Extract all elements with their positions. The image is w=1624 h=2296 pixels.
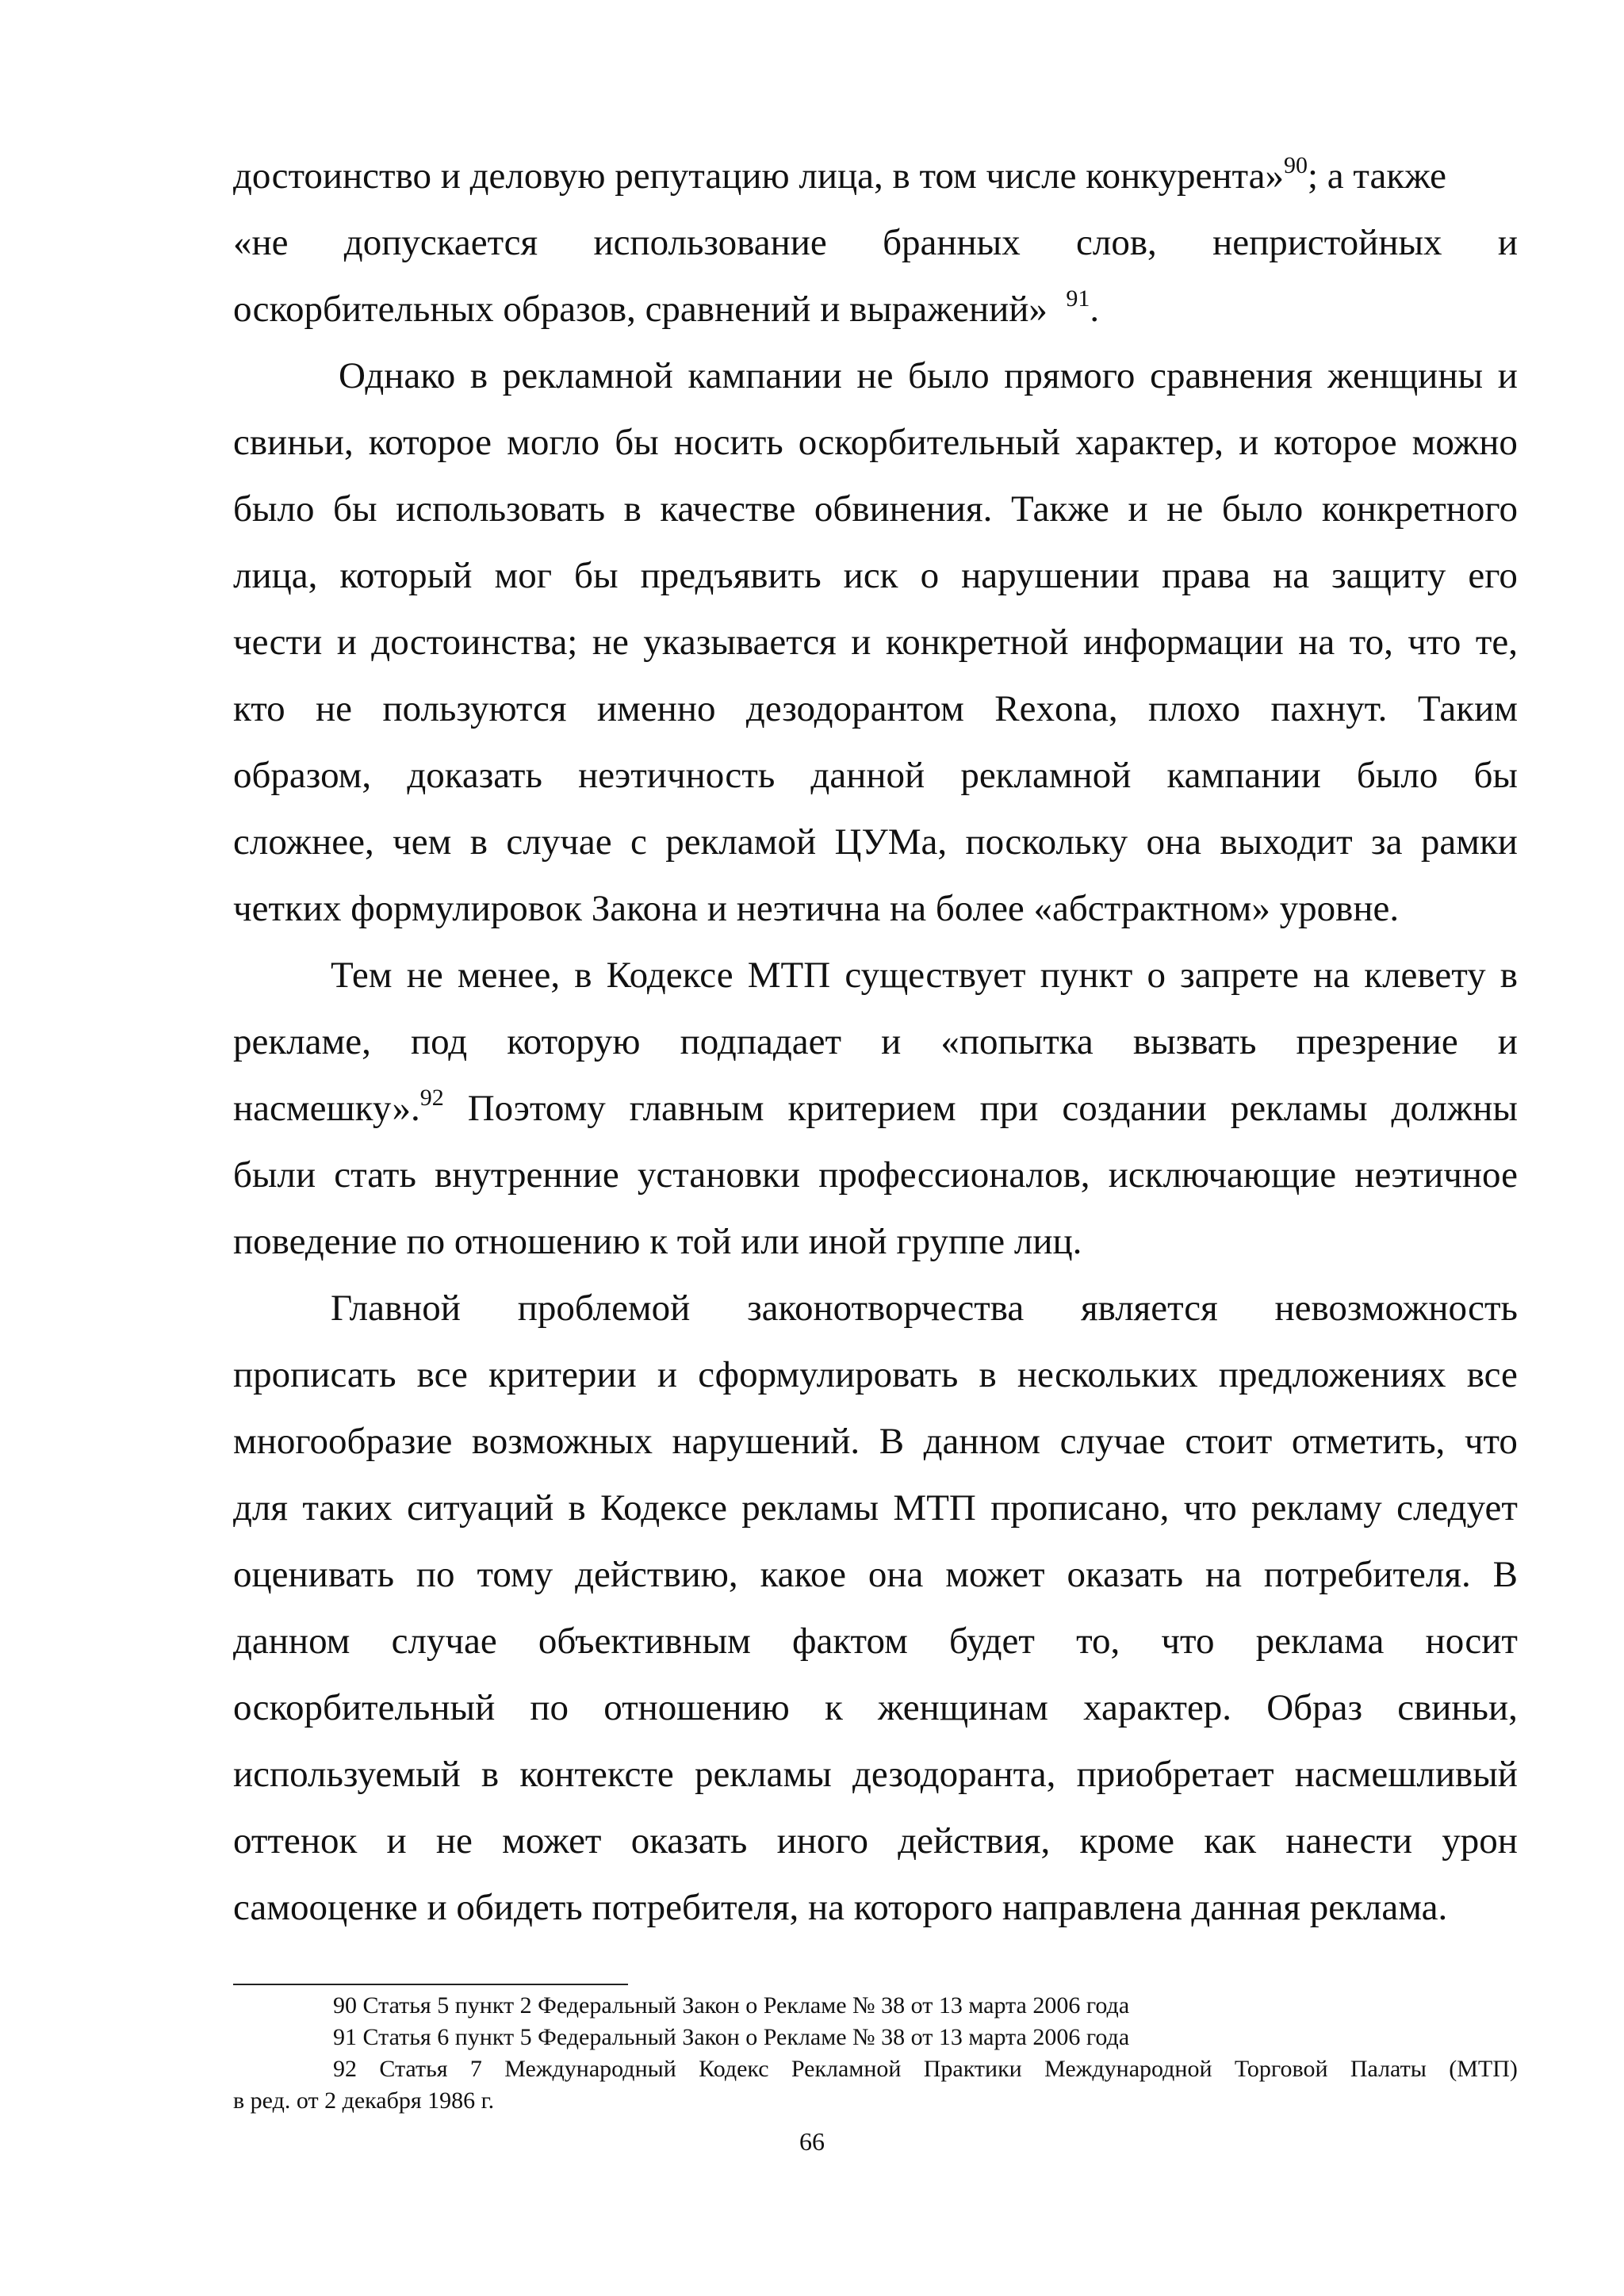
word: реклама (1255, 1621, 1385, 1662)
word: должны (1391, 1088, 1518, 1129)
word: «попытка (940, 1021, 1094, 1062)
word: сформулировать (698, 1354, 959, 1395)
word: В (879, 1421, 905, 1462)
word: оказать (1067, 1554, 1184, 1595)
word: допускается (343, 222, 538, 263)
word: контексте (519, 1754, 674, 1795)
word: права (1162, 555, 1251, 596)
word: таких (302, 1487, 393, 1529)
word: МТП (893, 1487, 976, 1529)
word: она (868, 1554, 924, 1595)
word: какое (760, 1554, 846, 1595)
word: конкретной (885, 622, 1069, 663)
word: непристойных (1212, 222, 1442, 263)
word: Таким (1417, 688, 1518, 729)
word: было (1221, 488, 1304, 530)
text-fragment: достоинство и деловую репутацию лица, в том числе конкурента»$^{90}$; а также (233, 152, 1446, 197)
word: его (1468, 555, 1518, 596)
text-fragment: четких формулировок Закона и неэтична на более «абстрактном» уровне. (233, 888, 1400, 929)
word: на (1298, 622, 1335, 663)
word: Международный (504, 2056, 676, 2082)
word: который (339, 555, 473, 596)
footnote-90: 90 Статья 5 пункт 2 Федеральный Закон о Рекламе № 38 от 13 марта 2006 года (333, 1992, 1130, 2019)
word: в (568, 1487, 586, 1529)
word: случае (506, 821, 612, 863)
word: что (1464, 1421, 1518, 1462)
word: дезодоранта, (852, 1754, 1056, 1795)
word: используемый (233, 1754, 461, 1795)
word: было (233, 488, 315, 530)
body-text (233, 143, 1518, 1941)
word: проблемой (517, 1288, 691, 1329)
word: рекламой (665, 821, 817, 863)
word: те, (1475, 622, 1518, 663)
word: пункт (1040, 955, 1133, 996)
text-line (233, 209, 1518, 276)
word: Палаты (1350, 2056, 1427, 2082)
word: действия, (898, 1820, 1051, 1862)
word: сложнее, (233, 821, 374, 863)
word: возможных (471, 1421, 653, 1462)
word: доказать (407, 755, 542, 796)
word: менее, (457, 955, 561, 996)
word: создании (1062, 1088, 1207, 1129)
word: для (233, 1487, 288, 1529)
text-line (233, 609, 1518, 675)
word: конкретного (1321, 488, 1518, 530)
word: она (1146, 821, 1202, 863)
word: рекламе, (233, 1021, 371, 1062)
word: отношению (603, 1687, 790, 1728)
text-line (233, 809, 1518, 875)
word: использовать (396, 488, 606, 530)
word: внутренние (435, 1154, 619, 1196)
text-line (233, 1142, 1518, 1208)
word: кампании (1166, 755, 1321, 796)
word: иск (843, 555, 898, 596)
word: не (592, 622, 629, 663)
word: бы (333, 488, 377, 530)
word: защиту (1331, 555, 1446, 596)
word: прописано, (990, 1487, 1170, 1529)
word: следует (1396, 1487, 1518, 1529)
word: не (1166, 488, 1204, 530)
word: на (1205, 1554, 1243, 1595)
footnote-92 (233, 2053, 1518, 2085)
text-fragment: оскорбительных образов, сравнений и выражений» $^{91}$. (233, 285, 1100, 330)
text-line (233, 1008, 1518, 1075)
word: в (469, 821, 488, 863)
word: информации (1082, 622, 1284, 663)
word: указывается (643, 622, 837, 663)
word: Рекламной (791, 2056, 902, 2082)
word: иного (776, 1820, 868, 1862)
word: данной (810, 755, 925, 796)
word: и (657, 1354, 678, 1395)
word: что (1408, 622, 1461, 663)
word: пахнут. (1270, 688, 1388, 729)
word: данном (233, 1621, 350, 1662)
word: свиньи, (233, 422, 354, 463)
word: качестве (660, 488, 796, 530)
word: Образ (1266, 1687, 1363, 1728)
word: нарушений. (672, 1421, 860, 1462)
word: и (1497, 355, 1518, 396)
word: носить (673, 422, 783, 463)
word: Тем (331, 955, 393, 996)
word: в (481, 1754, 500, 1795)
word: под (410, 1021, 468, 1062)
word: за (1371, 821, 1403, 863)
word: поскольку (965, 821, 1128, 863)
word: могло (507, 422, 600, 463)
word: потребителя. (1263, 1554, 1471, 1595)
word: по (530, 1687, 569, 1728)
word: насмешливый (1294, 1754, 1518, 1795)
footnote-separator (233, 1984, 628, 1985)
word: ЦУМа, (834, 821, 948, 863)
word: оскорбительный (798, 422, 1060, 463)
word: по (416, 1554, 455, 1595)
word: то, (1349, 622, 1393, 663)
word: плохо (1147, 688, 1241, 729)
text-line (233, 143, 1518, 209)
word: не (406, 955, 443, 996)
word: презрение (1296, 1021, 1458, 1062)
word: в (979, 1354, 997, 1395)
word: то, (1076, 1621, 1120, 1662)
word: выходит (1220, 821, 1353, 863)
word: действию, (575, 1554, 738, 1595)
text-line (233, 476, 1518, 542)
word: обвинения. (814, 488, 993, 530)
word: и (881, 1021, 902, 1062)
word: нарушении (961, 555, 1140, 596)
word: Также (1010, 488, 1109, 530)
footnote-92-continuation: в ред. от 2 декабря 1986 г. (233, 2087, 495, 2114)
word: Главной (331, 1288, 461, 1329)
page-number: 66 (799, 2127, 825, 2156)
text-line (233, 409, 1518, 476)
word: главным (629, 1088, 764, 1129)
word: запрете (1180, 955, 1299, 996)
word: нанести (1285, 1820, 1413, 1862)
word: стать (334, 1154, 416, 1196)
text-line (233, 1608, 1518, 1674)
word: кроме (1079, 1820, 1175, 1862)
word: характер. (1083, 1687, 1232, 1728)
word: кампании (688, 355, 842, 396)
footnote-ref-92: 92 (419, 1085, 444, 1112)
word: мог (494, 555, 552, 596)
word: оскорбительный (233, 1687, 496, 1728)
text-line (233, 342, 1518, 409)
text-line (233, 1275, 1518, 1341)
text-line (233, 1874, 1518, 1941)
text-line (233, 875, 1518, 942)
word: в (1500, 955, 1518, 996)
word: МТП (747, 955, 831, 996)
word: критерии (488, 1354, 637, 1395)
word: можно (1411, 422, 1518, 463)
word: чести (233, 622, 323, 663)
word: 7 (469, 2056, 482, 2082)
text-fragment: поведение по отношению к той или иной группе лиц. (233, 1221, 1082, 1262)
text-line (233, 1475, 1518, 1541)
text-line (233, 1741, 1518, 1808)
word: о (1147, 955, 1166, 996)
word: образом, (233, 755, 372, 796)
word: может (502, 1820, 602, 1862)
word: рекламу (1251, 1487, 1382, 1529)
text-line (233, 742, 1518, 809)
word: прямого (1004, 355, 1136, 396)
word: на (1313, 955, 1350, 996)
word: профессионалов, (818, 1154, 1090, 1196)
word: неэтичное (1354, 1154, 1518, 1196)
word: кто (233, 688, 285, 729)
word: Статья (379, 2056, 448, 2082)
word: 92 (333, 2056, 357, 2082)
word: «не (233, 222, 289, 263)
footnote-ref-90: 90 (1283, 152, 1308, 179)
word: оказать (630, 1820, 748, 1862)
word: вызвать (1132, 1021, 1257, 1062)
word: Кодексе (606, 955, 733, 996)
word: будет (948, 1621, 1035, 1662)
text-line (233, 942, 1518, 1008)
footnotes (233, 1990, 1518, 2117)
word: оценивать (233, 1554, 395, 1595)
footnote-91: 91 Статья 6 пункт 5 Федеральный Закон о Рекламе № 38 от 13 марта 2006 года (333, 2024, 1130, 2050)
word: сравнения (1150, 355, 1313, 396)
word: бы (615, 422, 659, 463)
word: и (336, 622, 357, 663)
word: были (233, 1154, 316, 1196)
word: бранных (883, 222, 1021, 263)
word: случае (1059, 1421, 1166, 1462)
word: в (623, 488, 642, 530)
word: Практики (923, 2056, 1022, 2082)
text-line (233, 675, 1518, 742)
word: может (945, 1554, 1045, 1595)
word: как (1204, 1820, 1257, 1862)
word: прописать (233, 1354, 396, 1395)
word: все (416, 1354, 468, 1395)
word: что (1183, 1487, 1237, 1529)
word: установки (637, 1154, 801, 1196)
word: предложениях (1218, 1354, 1446, 1395)
word: женщины (1327, 355, 1484, 396)
word: тому (477, 1554, 553, 1595)
word: клевету (1364, 955, 1486, 996)
word: не (856, 355, 894, 396)
word: фактом (792, 1621, 908, 1662)
text-line (233, 1808, 1518, 1874)
text-line (233, 542, 1518, 609)
word: слов, (1076, 222, 1157, 263)
word: о (920, 555, 940, 596)
word: неэтичность (578, 755, 776, 796)
word: характер, (1075, 422, 1224, 463)
text-fragment: насмешку».$^{92}$ (233, 1085, 444, 1129)
word: свиньи, (1397, 1687, 1518, 1728)
word: (МТП) (1449, 2056, 1518, 2082)
word: Международной (1044, 2056, 1212, 2082)
word: с (630, 821, 647, 863)
word: Rexona, (994, 688, 1118, 729)
word: Однако (339, 355, 456, 396)
text-line (233, 1408, 1518, 1475)
word: и (1239, 422, 1259, 463)
word: использование (593, 222, 827, 263)
word: рекламы (1230, 1088, 1368, 1129)
word: носит (1425, 1621, 1518, 1662)
word: рекламной (502, 355, 673, 396)
word: бы (574, 555, 619, 596)
text-line (233, 1674, 1518, 1741)
word: в (469, 355, 488, 396)
text-line (233, 276, 1518, 342)
word: стоит (1185, 1421, 1273, 1462)
word: критерием (787, 1088, 956, 1129)
word: не (316, 688, 353, 729)
word: бы (1473, 755, 1518, 796)
word: законотворчества (747, 1288, 1025, 1329)
word: исключающие (1108, 1154, 1337, 1196)
word: к (824, 1687, 843, 1728)
word: невозможность (1274, 1288, 1518, 1329)
word: которую (507, 1021, 641, 1062)
word: случае (391, 1621, 497, 1662)
word: и (851, 622, 871, 663)
word: и (386, 1820, 407, 1862)
word: является (1081, 1288, 1218, 1329)
word: достоинства; (371, 622, 578, 663)
text-line (233, 1208, 1518, 1275)
word: и (1497, 1021, 1518, 1062)
word: именно (596, 688, 716, 729)
word: было (908, 355, 990, 396)
word: многообразие (233, 1421, 453, 1462)
word: Поэтому (467, 1088, 606, 1129)
word: что (1161, 1621, 1215, 1662)
word: существует (845, 955, 1026, 996)
text-line (233, 1075, 1518, 1142)
word: было (1356, 755, 1438, 796)
word: которое (1274, 422, 1397, 463)
word: Кодекс (699, 2056, 769, 2082)
word: которое (368, 422, 492, 463)
word: пользуются (382, 688, 567, 729)
word: в (574, 955, 592, 996)
word: ситуаций (407, 1487, 554, 1529)
word: и (1128, 488, 1148, 530)
word: и (1497, 222, 1518, 263)
word: Кодексе (600, 1487, 727, 1529)
word: рекламы (741, 1487, 879, 1529)
word: предъявить (640, 555, 822, 596)
word: дезодорантом (745, 688, 964, 729)
word: чем (393, 821, 452, 863)
word: отметить, (1291, 1421, 1446, 1462)
word: не (435, 1820, 473, 1862)
word: Торговой (1234, 2056, 1328, 2082)
word: рекламы (694, 1754, 832, 1795)
word: рамки (1420, 821, 1518, 863)
text-line (233, 1341, 1518, 1408)
word: объективным (538, 1621, 751, 1662)
word: нескольких (1017, 1354, 1198, 1395)
text-line (233, 1541, 1518, 1608)
word: данном (923, 1421, 1041, 1462)
word: подпадает (680, 1021, 842, 1062)
word: при (979, 1088, 1039, 1129)
text-fragment: самооценке и обидеть потребителя, на которого направлена данная реклама. (233, 1887, 1448, 1928)
word: оттенок (233, 1820, 358, 1862)
word: В (1492, 1554, 1518, 1595)
word: лица, (233, 555, 318, 596)
word: все (1466, 1354, 1518, 1395)
word: рекламной (960, 755, 1132, 796)
word: урон (1442, 1820, 1518, 1862)
word: на (1273, 555, 1310, 596)
footnote-ref-91: 91 (1066, 285, 1090, 312)
word: женщинам (877, 1687, 1048, 1728)
word: приобретает (1076, 1754, 1274, 1795)
